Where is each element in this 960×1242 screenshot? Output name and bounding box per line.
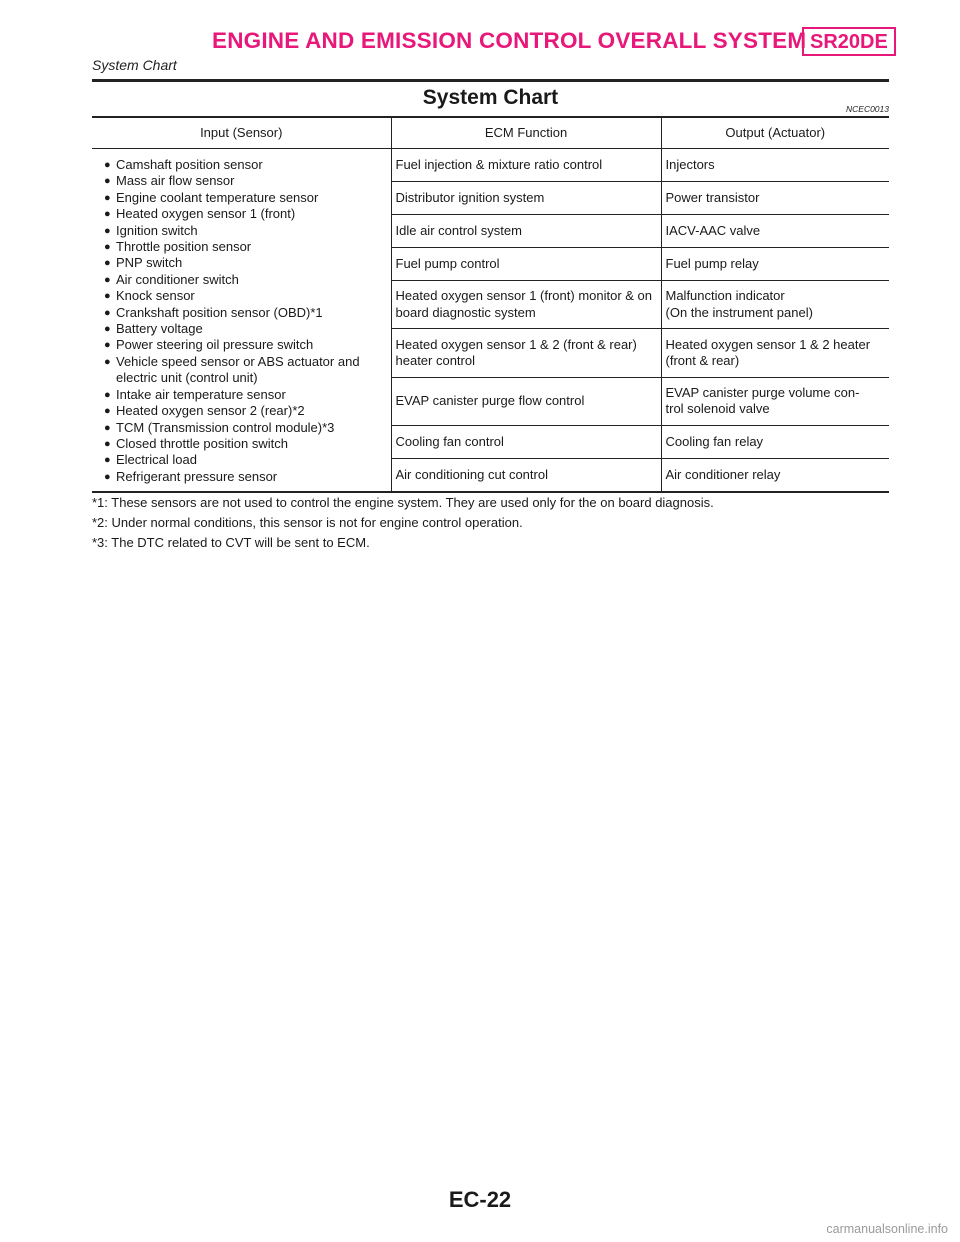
bullet-icon: ● xyxy=(104,454,111,467)
input-sensor-item xyxy=(96,452,388,468)
bullet-icon: ● xyxy=(104,273,111,286)
ecm-function-cell: Fuel injection & mixture ratio control xyxy=(391,149,661,182)
header-divider xyxy=(92,79,889,82)
input-sensor-list xyxy=(96,157,388,485)
column-header-input: Input (Sensor) xyxy=(92,117,391,149)
input-sensor-item xyxy=(96,387,388,403)
bullet-icon: ● xyxy=(104,290,111,303)
output-actuator-cell: IACV-AAC valve xyxy=(661,215,889,248)
column-header-output: Output (Actuator) xyxy=(661,117,889,149)
output-actuator-cell: Injectors xyxy=(661,149,889,182)
bullet-icon: ● xyxy=(104,175,111,188)
input-sensor-label: Refrigerant pressure sensor xyxy=(116,468,278,484)
footnote: *1: These sensors are not used to control the engine system. They are used only for the on board diagnosis. xyxy=(92,495,714,510)
bullet-icon: ● xyxy=(104,339,111,352)
input-sensor-label: Closed throttle position switch xyxy=(116,435,288,451)
output-actuator-cell: Fuel pump relay xyxy=(661,248,889,281)
page-number: EC-22 xyxy=(448,1187,512,1212)
bullet-icon: ● xyxy=(104,405,111,418)
section-code: NCEC0013 xyxy=(846,104,889,114)
output-actuator-cell: Heated oxygen sensor 1 & 2 heater (front & rear) xyxy=(661,329,889,377)
ecm-function-cell: Cooling fan control xyxy=(391,426,661,459)
input-sensor-label: Engine coolant temperature sensor xyxy=(116,189,319,205)
table-body xyxy=(92,149,889,493)
bullet-icon: ● xyxy=(104,421,111,434)
system-chart-table xyxy=(92,116,889,493)
input-sensor-item xyxy=(96,255,388,271)
input-sensor-item xyxy=(96,206,388,222)
input-sensor-item xyxy=(96,403,388,419)
input-sensor-item xyxy=(96,157,388,173)
ecm-function-cell: Heated oxygen sensor 1 & 2 (front & rear) heater control xyxy=(391,329,661,377)
input-sensor-label: TCM (Transmission control module)*3 xyxy=(116,419,335,435)
input-sensor-item xyxy=(96,354,388,387)
header-title: ENGINE AND EMISSION CONTROL OVERALL SYSTEM xyxy=(212,28,807,53)
input-sensor-label: PNP switch xyxy=(116,255,183,271)
input-sensor-item xyxy=(96,420,388,436)
input-sensor-label: Intake air temperature sensor xyxy=(116,386,286,402)
input-sensor-label: Crankshaft position sensor (OBD)*1 xyxy=(116,304,323,320)
input-sensor-label: Battery voltage xyxy=(116,321,203,337)
input-sensor-item xyxy=(96,321,388,337)
bullet-icon: ● xyxy=(104,355,111,368)
input-sensor-item xyxy=(96,469,388,485)
output-actuator-cell: Air conditioner relay xyxy=(661,459,889,493)
input-sensor-label: Heated oxygen sensor 1 (front) xyxy=(116,206,296,222)
input-sensor-item xyxy=(96,436,388,452)
input-sensor-item xyxy=(96,239,388,255)
input-sensor-item xyxy=(96,288,388,304)
input-sensor-label: Power steering oil pressure switch xyxy=(116,337,314,353)
footnote: *2: Under normal conditions, this sensor is not for engine control operation. xyxy=(92,515,523,530)
watermark: carmanualsonline.info xyxy=(826,1222,948,1236)
input-sensor-label: Heated oxygen sensor 2 (rear)*2 xyxy=(116,403,305,419)
input-sensor-label: Mass air flow sensor xyxy=(116,173,235,189)
output-actuator-cell: Power transistor xyxy=(661,182,889,215)
input-sensor-label: Ignition switch xyxy=(116,222,198,238)
input-sensor-label: Electrical load xyxy=(116,452,197,468)
input-sensor-item xyxy=(96,305,388,321)
input-sensor-item xyxy=(96,337,388,353)
input-sensor-item xyxy=(96,173,388,189)
input-sensor-label: Vehicle speed sensor or ABS actuator and electric unit (control unit) xyxy=(116,353,360,386)
bullet-icon: ● xyxy=(104,437,111,450)
ecm-function-cell: Idle air control system xyxy=(391,215,661,248)
bullet-icon: ● xyxy=(104,257,111,270)
section-title: System Chart xyxy=(422,86,559,109)
footnote: *3: The DTC related to CVT will be sent to ECM. xyxy=(92,535,370,550)
bullet-icon: ● xyxy=(104,388,111,401)
input-sensor-item xyxy=(96,272,388,288)
model-badge: SR20DE xyxy=(802,27,896,56)
header-subtitle: System Chart xyxy=(92,57,177,73)
input-sensor-label: Air conditioner switch xyxy=(116,271,239,287)
bullet-icon: ● xyxy=(104,224,111,237)
input-sensor-label: Camshaft position sensor xyxy=(116,157,263,172)
bullet-icon: ● xyxy=(104,241,111,254)
bullet-icon: ● xyxy=(104,470,111,483)
column-header-function: ECM Function xyxy=(391,117,661,149)
ecm-function-cell: Heated oxygen sensor 1 (front) monitor & on board diagnostic system xyxy=(391,281,661,329)
bullet-icon: ● xyxy=(104,323,111,336)
bullet-icon: ● xyxy=(104,306,111,319)
input-sensor-item xyxy=(96,190,388,206)
ecm-function-cell: Fuel pump control xyxy=(391,248,661,281)
input-sensor-item xyxy=(96,223,388,239)
input-sensor-label: Throttle position sensor xyxy=(116,239,252,255)
table-header-row xyxy=(92,117,889,149)
bullet-icon: ● xyxy=(104,159,111,171)
ecm-function-cell: EVAP canister purge flow control xyxy=(391,377,661,425)
input-sensor-label: Knock sensor xyxy=(116,288,195,304)
footnotes xyxy=(92,493,889,553)
output-actuator-cell: Malfunction indicator (On the instrument panel) xyxy=(661,281,889,329)
ecm-function-cell: Distributor ignition system xyxy=(391,182,661,215)
output-actuator-cell: EVAP canister purge volume con- trol solenoid valve xyxy=(661,377,889,425)
ecm-function-cell: Air conditioning cut control xyxy=(391,459,661,493)
bullet-icon: ● xyxy=(104,208,111,221)
bullet-icon: ● xyxy=(104,191,111,204)
input-sensor-cell xyxy=(92,149,391,493)
table-row xyxy=(92,149,889,182)
output-actuator-cell: Cooling fan relay xyxy=(661,426,889,459)
